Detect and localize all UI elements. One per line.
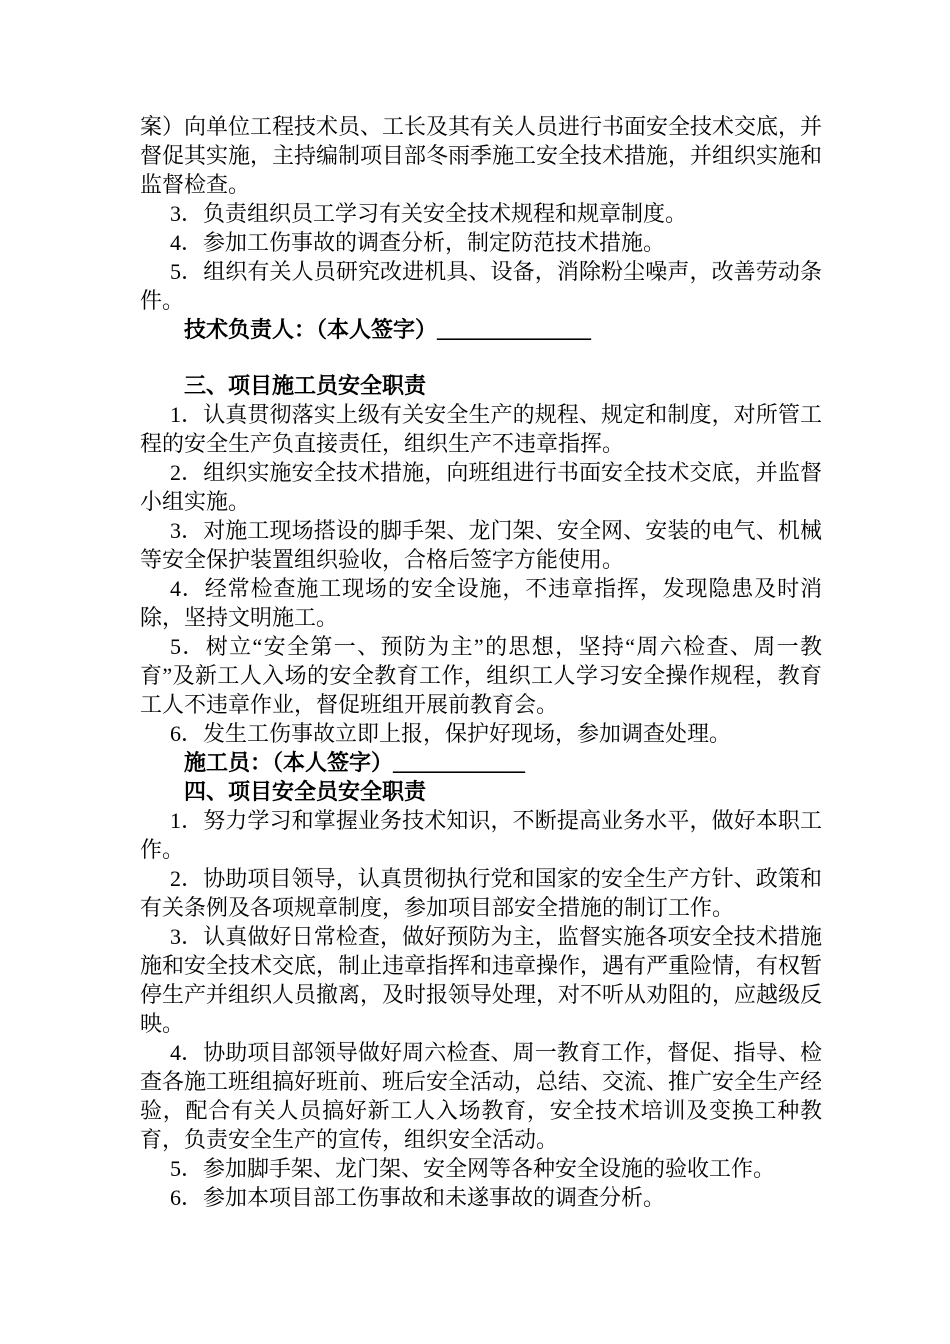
clause-item: 5．树立“安全第一、预防为主”的思想，坚持“周六检查、周一教育”及新工人入场的安全教育工作，组织工人学习安全操作规程，教育工人不违章作业，督促班组开展前教育会。 bbox=[140, 634, 822, 717]
section-heading-safety-officer: 四、项目安全员安全职责 bbox=[184, 779, 427, 804]
clause-item: 6．发生工伤事故立即上报，保护好现场，参加调查处理。 bbox=[170, 721, 732, 746]
clause-item: 5．组织有关人员研究改进机具、设备，消除粉尘噪声，改善劳动条件。 bbox=[140, 259, 822, 313]
clause-item: 3．负责组织员工学习有关安全技术规程和规章制度。 bbox=[170, 201, 688, 226]
clause-item: 1．认真贯彻落实上级有关安全生产的规程、规定和制度，对所管工程的安全生产负直接责任，组织生产不违章指挥。 bbox=[140, 402, 822, 456]
clause-item: 5．参加脚手架、龙门架、安全网等各种安全设施的验收工作。 bbox=[170, 1156, 776, 1181]
clause-item: 4．经常检查施工现场的安全设施，不违章指挥，发现隐患及时消除，坚持文明施工。 bbox=[140, 576, 822, 630]
clause-item: 2．组织实施安全技术措施，向班组进行书面安全技术交底，并监督小组实施。 bbox=[140, 460, 822, 514]
clause-item: 6．参加本项目部工伤事故和未遂事故的调查分析。 bbox=[170, 1185, 666, 1210]
signature-line-technical-director: 技术负责人：（本人签字）______________ bbox=[184, 317, 592, 342]
clause-item: 3．认真做好日常检查，做好预防为主，监督实施各项安全技术措施施和安全技术交底，制止违章指挥和违章操作，遇有严重险情，有权暂停生产并组织人员撤离，及时报领导处理，对不听从劝阻的，应越级反映。 bbox=[140, 924, 823, 1036]
clause-item: 2．协助项目领导，认真贯彻执行党和国家的安全生产方针、政策和有关条例及各项规章制度，参加项目部安全措施的制订工作。 bbox=[140, 866, 822, 920]
clause-item: 1．努力学习和掌握业务技术知识，不断提高业务水平，做好本职工作。 bbox=[140, 808, 822, 862]
section-heading-construction-officer: 三、项目施工员安全职责 bbox=[184, 373, 427, 398]
clause-item: 3．对施工现场搭设的脚手架、龙门架、安全网、安装的电气、机械等安全保护装置组织验收，合格后签字方能使用。 bbox=[140, 518, 822, 572]
clause-item: 4．协助项目部领导做好周六检查、周一教育工作，督促、指导、检查各施工班组搞好班前、班后安全活动，总结、交流、推广安全生产经验，配合有关人员搞好新工人入场教育，安全技术培训及变换工种教育，负责安全生产的宣传，组织安全活动。 bbox=[140, 1040, 823, 1152]
body-paragraph: 案）向单位工程技术员、工长及其有关人员进行书面安全技术交底，并督促其实施，主持编制项目部冬雨季施工安全技术措施，并组织实施和监督检查。 bbox=[140, 114, 823, 197]
clause-item: 4．参加工伤事故的调查分析，制定防范技术措施。 bbox=[170, 230, 666, 255]
signature-line-construction-officer: 施工员：（本人签字）____________ bbox=[184, 750, 526, 775]
